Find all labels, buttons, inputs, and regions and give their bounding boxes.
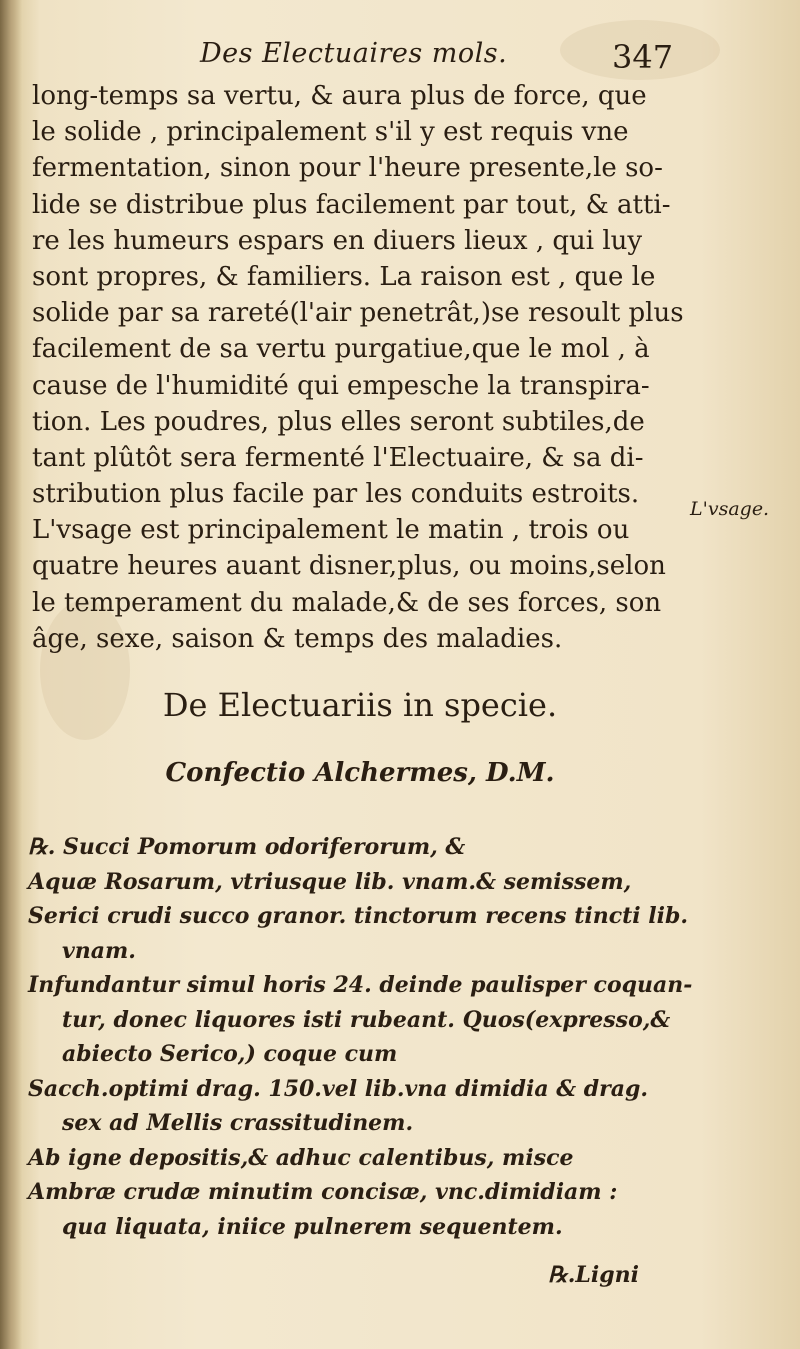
text-line: facilement de sa vertu purgatiue,que le mol , à [32, 334, 650, 365]
text-line: solide par sa rareté(l'air penetrât,)se resoult plus [32, 298, 684, 329]
text-line: re les humeurs espars en diuers lieux , qui luy [32, 225, 643, 256]
catchword: ℞.Ligni [548, 1262, 639, 1288]
text-line: le solide , principalement s'il y est requis vne [32, 117, 629, 148]
recipe-line: Aquæ Rosarum, vtriusque lib. vnam.& semissem, [28, 868, 632, 895]
running-title: Des Electuaires mols. [200, 38, 508, 69]
recipe-line: Ab igne depositis,& adhuc calentibus, misce [28, 1144, 574, 1171]
recipe-line: qua liquata, iniice pulnerem sequentem. [62, 1213, 563, 1240]
recipe-line: Infundantur simul horis 24. deinde paulisper coquan- [28, 972, 693, 998]
text-line: L'vsage est principalement le matin , trois ou [32, 515, 630, 546]
text-line: stribution plus facile par les conduits estroits. [32, 479, 640, 510]
page-number: 347 [612, 38, 674, 76]
text-line: le temperament du malade,& de ses forces, son [32, 587, 662, 618]
recipe-line: Ambræ crudæ minutim concisæ, vnc.dimidiam : [28, 1179, 618, 1205]
recipe-line: abiecto Serico,) coque cum [62, 1041, 398, 1067]
recipe-line: tur, donec liquores isti rubeant. Quos(expresso,& [62, 1006, 671, 1033]
recipe-title: Confectio Alchermes, D.M. [165, 758, 555, 788]
recipe-line: vnam. [62, 937, 136, 964]
text-line: lide se distribue plus facilement par tout, & atti- [32, 189, 671, 220]
binding-gutter [0, 0, 22, 1349]
recipe-block [28, 830, 693, 1244]
text-line: quatre heures auant disner,plus, ou moins,selon [32, 551, 666, 582]
text-line: cause de l'humidité qui empesche la transpira- [32, 370, 650, 401]
recipe-line: Sacch.optimi drag. 150.vel lib.vna dimidia & drag. [28, 1075, 649, 1102]
recipe-line: sex ad Mellis crassitudinem. [62, 1110, 414, 1136]
text-line: fermentation, sinon pour l'heure presente,le so- [32, 153, 663, 184]
text-line: âge, sexe, saison & temps des maladies. [32, 623, 563, 654]
text-line: long-temps sa vertu, & aura plus de force, que [32, 81, 647, 111]
body-paragraph [32, 78, 692, 657]
text-line: sont propres, & familiers. La raison est , que le [32, 261, 656, 292]
margin-note: L'vsage. [690, 498, 770, 520]
recipe-line: ℞. Succi Pomorum odoriferorum, & [28, 834, 466, 860]
text-line: tant plûtôt sera fermenté l'Electuaire, & sa di- [32, 442, 644, 473]
text-line: tion. Les poudres, plus elles seront subtiles,de [32, 406, 645, 437]
recipe-line: Serici crudi succo granor. tinctorum recens tincti lib. [28, 903, 689, 929]
section-heading: De Electuariis in specie. [162, 686, 558, 724]
